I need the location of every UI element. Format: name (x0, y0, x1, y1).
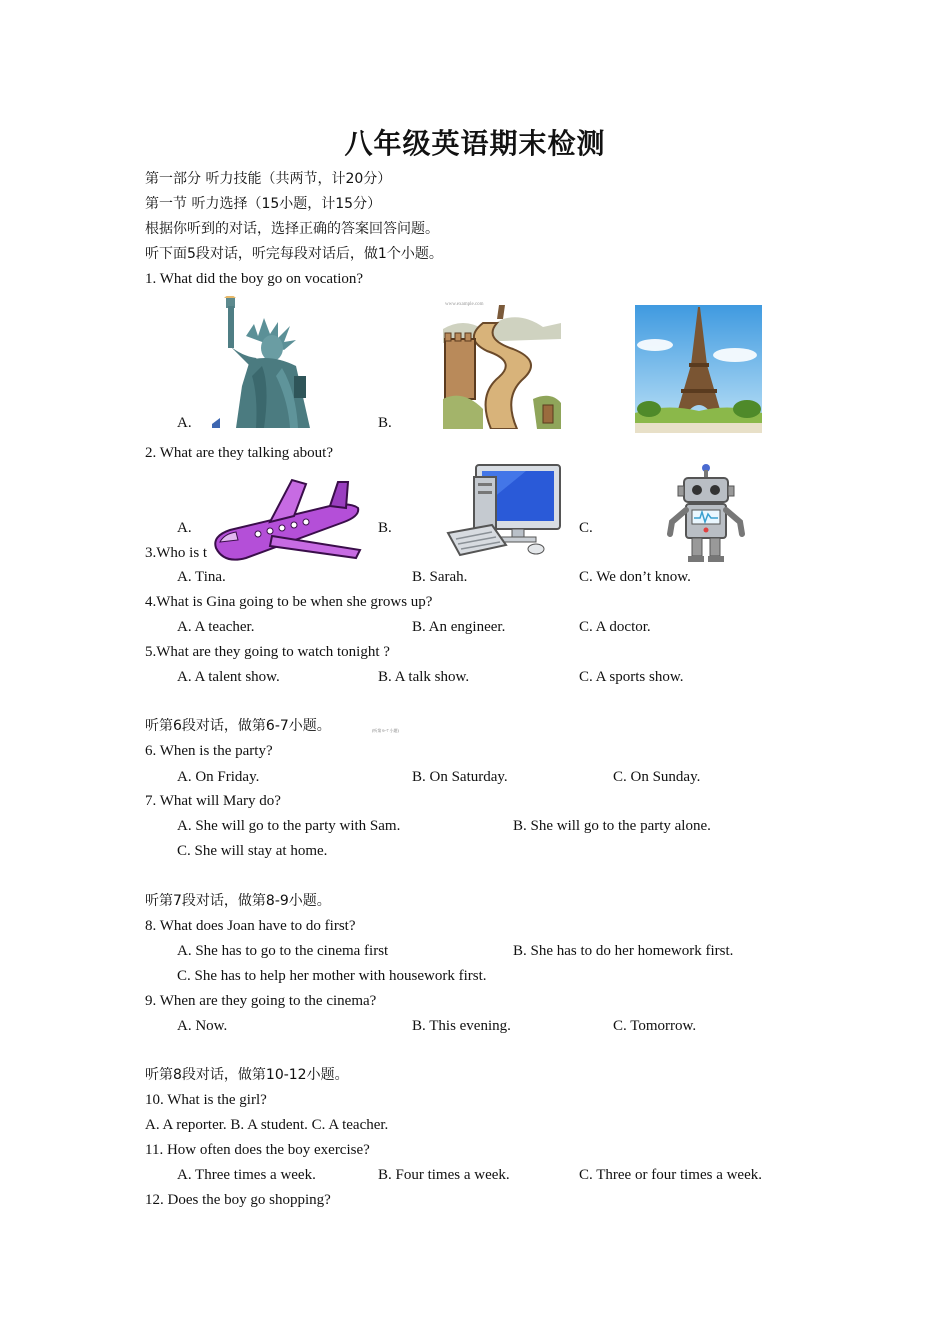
question-7: 7. What will Mary do? (145, 793, 281, 809)
question-4: 4.What is Gina going to be when she grows up? (145, 594, 433, 610)
q2-option-c-label: C. (579, 520, 593, 536)
q9-option-c: C. Tomorrow. (613, 1018, 697, 1034)
robot-image (664, 464, 748, 564)
q4-option-b: B. An engineer. (412, 619, 506, 635)
q9-option-b: B. This evening. (412, 1018, 511, 1034)
computer-image (446, 463, 562, 559)
q5-option-c: C. A sports show. (579, 669, 684, 685)
q7-option-c: C. She will stay at home. (177, 843, 328, 859)
eiffel-tower-image (635, 305, 762, 433)
q4-option-c: C. A doctor. (579, 619, 651, 635)
question-12: 12. Does the boy go shopping? (145, 1192, 331, 1208)
group6-small-note: (听第 6~7 小题) (372, 728, 399, 733)
q5-option-a: A. A talent show. (177, 669, 280, 685)
q11-option-b: B. Four times a week. (378, 1167, 510, 1183)
question-10: 10. What is the girl? (145, 1092, 267, 1108)
q6-option-b: B. On Saturday. (412, 769, 508, 785)
q11-option-c: C. Three or four times a week. (579, 1167, 762, 1183)
question-11: 11. How often does the boy exercise? (145, 1142, 370, 1158)
question-2: 2. What are they talking about? (145, 445, 333, 461)
q7-option-a: A. She will go to the party with Sam. (177, 818, 401, 834)
q4-option-a: A. A teacher. (177, 619, 255, 635)
q3-option-c: C. We don’t know. (579, 569, 691, 585)
q2-option-b-label: B. (378, 520, 392, 536)
question-8: 8. What does Joan have to do first? (145, 918, 356, 934)
group8-intro: 听第8段对话，做第10-12小题。 (145, 1067, 349, 1083)
q6-option-c: C. On Sunday. (613, 769, 701, 785)
q1-option-b-label: B. (378, 415, 392, 431)
great-wall-image (443, 299, 561, 429)
q3-option-a: A. Tina. (177, 569, 226, 585)
part-heading: 第一部分 听力技能（共两节，计20分） (145, 171, 392, 187)
q8-option-a: A. She has to go to the cinema first (177, 943, 389, 959)
q6-option-a: A. On Friday. (177, 769, 260, 785)
instruction: 根据你听到的对话，选择正确的答案回答问题。 (145, 221, 439, 237)
q2-option-a-label: A. (177, 520, 192, 536)
q1-option-a-label: A. (177, 415, 192, 431)
question-3: 3.Who is t (145, 545, 208, 561)
section-heading: 第一节 听力选择（15小题，计15分） (145, 196, 382, 212)
group1-intro: 听下面5段对话，听完每段对话后，做1个小题。 (145, 246, 443, 262)
question-6: 6. When is the party? (145, 743, 273, 759)
q7-option-b: B. She will go to the party alone. (513, 818, 711, 834)
group7-intro: 听第7段对话，做第8-9小题。 (145, 893, 331, 909)
question-5: 5.What are they going to watch tonight ? (145, 644, 390, 660)
q9-option-a: A. Now. (177, 1018, 228, 1034)
group6-intro: 听第6段对话，做第6-7小题。 (145, 718, 331, 734)
airplane-image (210, 476, 362, 566)
svg-text:www.example.com: www.example.com (445, 302, 484, 307)
question-1: 1. What did the boy go on vocation? (145, 271, 364, 287)
q8-option-c: C. She has to help her mother with housework first. (177, 968, 487, 984)
q5-option-b: B. A talk show. (378, 669, 470, 685)
page-title: 八年级英语期末检测 (344, 127, 606, 160)
q11-option-a: A. Three times a week. (177, 1167, 316, 1183)
statue-of-liberty-image (212, 296, 330, 428)
q3-option-b: B. Sarah. (412, 569, 468, 585)
q10-options: A. A reporter. B. A student. C. A teacher. (145, 1117, 389, 1133)
q8-option-b: B. She has to do her homework first. (513, 943, 734, 959)
question-9: 9. When are they going to the cinema? (145, 993, 377, 1009)
